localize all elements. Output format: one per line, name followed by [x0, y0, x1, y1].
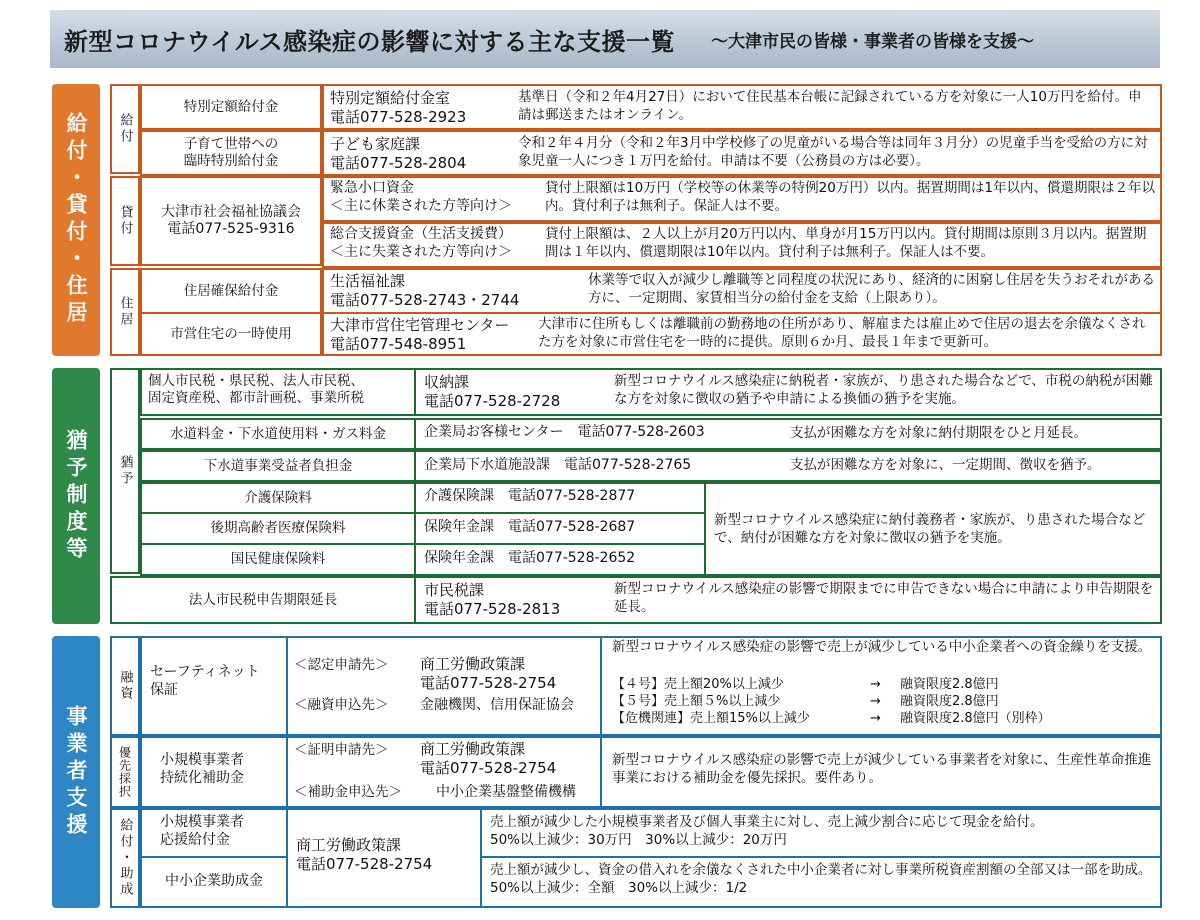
- josei-name: 中小企業助成金: [165, 873, 263, 890]
- sub-yushi: 融資: [112, 638, 138, 734]
- oen-desc: 売上額が減少した小規模事業者及び個人事業主に対し、売上減少割合に応じて現金を給付。 50%以上減少：30万円 30%以上減少：20万円: [490, 814, 1044, 848]
- safety-item-1-val: 融資限度2.8億円: [900, 677, 999, 692]
- page-title: 新型コロナウイルス感染症の影響に対する主な支援一覧: [64, 27, 676, 56]
- yuyo-shared-desc: 新型コロナウイルス感染症に納付義務者・家族が、り患された場合などで、納付が困難な方を対象に徴収の猶予を実施。: [714, 512, 1146, 546]
- yuyo-contact-3: 企業局下水道施設課 電話077-528-2765: [424, 457, 692, 473]
- section-tab-kyufu: 給付・貸付・住居: [52, 84, 100, 356]
- yuyo-group-divider-2: [704, 482, 706, 576]
- kyufu-name-2: 子育て世帯への 臨時特別給付金: [183, 136, 279, 169]
- kyufu-name-1: 特別定額給付金: [183, 98, 279, 115]
- kyufu-contact-3: 緊急小口資金 ＜主に休業された方等向け＞: [330, 180, 512, 214]
- sub-jukyo: 住居: [112, 270, 138, 354]
- safety-net-name: セーフティネット 保証: [150, 664, 260, 698]
- yuyo-name-2: 水道料金・下水道使用料・ガス料金: [170, 425, 386, 442]
- kyufu-contact-6: 大津市営住宅管理センター 電話077-548-8951: [330, 316, 510, 353]
- yuyo-row-1-divider: [414, 368, 416, 416]
- yuyo-contact-4: 介護保険課 電話077-528-2877: [424, 488, 636, 504]
- sub-yusen: 優先採択: [112, 738, 138, 806]
- safety-desc: 新型コロナウイルス感染症の影響で売上が減少している中小企業者への資金繰りを支援。: [612, 639, 1152, 655]
- jizoku-divider-2: [600, 736, 602, 808]
- yuyo-desc-1: 新型コロナウイルス感染症に納税者・家族が、り患された場合などで、市税の納税が困難な方を対象に徴収の猶予や申請による換価の猶予を実施。: [614, 373, 1153, 407]
- oen-name: 小規模事業者 応援給付金: [160, 814, 244, 848]
- safety-label-1: ＜認定申請先＞: [294, 657, 389, 673]
- yuyo-contact-7: 市民税課 電話077-528-2813: [424, 581, 561, 618]
- title-bar: [50, 10, 1160, 68]
- safety-label-2: ＜融資申込先＞: [294, 697, 389, 713]
- safety-item-3-arrow: →: [870, 711, 881, 726]
- kyufu-desc-4: 貸付上限額は、２人以上が月20万円以内、単身が月15万円以内。貸付期間は原則３月以内。据置期間は１年以内、償還期限は10年以内。貸付利子は無利子。保証人は不要。: [545, 226, 1147, 260]
- safety-contact-1: 商工労働政策課 電話077-528-2754: [420, 655, 557, 692]
- kyufu-josei-contact: 商工労働政策課 電話077-528-2754: [296, 836, 433, 873]
- safety-contact-2: 金融機関、信用保証協会: [420, 697, 574, 713]
- jizoku-name: 小規模事業者 持続化補助金: [160, 752, 244, 786]
- jizoku-contact-2: 中小企業基盤整備機構: [436, 784, 576, 800]
- safety-item-1-key: 【４号】売上額20%以上減少: [612, 677, 784, 692]
- sub-kyufu: 給付: [112, 86, 138, 172]
- safety-item-3-val: 融資限度2.8億円（別枠）: [900, 711, 1051, 726]
- sub-kashitsuke: 貸付: [112, 178, 138, 264]
- kyufu-josei-divider-2: [480, 808, 482, 908]
- safety-item-3-key: 【危機関連】売上額15%以上減少: [612, 711, 810, 726]
- yuyo-contact-6: 保険年金課 電話077-528-2652: [424, 550, 636, 566]
- safety-item-2-val: 融資限度2.8億円: [900, 694, 999, 709]
- safety-item-2-arrow: →: [870, 694, 881, 709]
- yuyo-name-5: 後期高齢者医療保険料: [210, 520, 346, 537]
- kyufu-josei-hline-right: [480, 856, 1162, 858]
- yuyo-name-3: 下水道事業受益者負担金: [203, 457, 353, 474]
- sub-kyufu-josei: 給付・助成: [112, 810, 138, 906]
- yuyo-row-2-divider: [414, 418, 416, 450]
- yuyo-desc-3: 支払が困難な方を対象に、一定期間、徴収を猶予。: [790, 457, 1101, 473]
- josei-desc: 売上額が減少し、資金の借入れを余儀なくされた中小企業者に対し事業所税資産割額の全部又は一部を助成。50%以上減少：全額 30%以上減少：1/2: [490, 862, 1152, 896]
- kyufu-desc-3: 貸付上限額は10万円（学校等の休業等の特例20万円）以内。据置期間は1年以内、償還期限は２年以内。貸付利子は無利子。保証人は不要。: [545, 180, 1155, 214]
- kyufu-contact-4: 総合支援資金（生活支援費） ＜主に失業された方等向け＞: [330, 226, 512, 260]
- kyufu-name-6: 市営住宅の一時使用: [170, 325, 292, 342]
- section-tab-jigyo: 事業者支援: [52, 636, 100, 908]
- kyufu-josei-divider-1: [286, 808, 288, 908]
- yuyo-row-7-divider: [414, 576, 416, 624]
- safety-divider-2: [600, 636, 602, 736]
- kyufu-contact-5: 生活福祉課 電話077-528-2743・2744: [330, 272, 520, 309]
- sub-yuyo: 猶予: [112, 370, 138, 572]
- yuyo-name-7: 法人市民税申告期限延長: [188, 591, 338, 608]
- kyufu-desc-1: 基準日（令和２年4月27日）において住民基本台帳に記録されている方を対象に一人10万円を給付。申請は郵送またはオンライン。: [518, 89, 1142, 123]
- kyufu-name-3: 大津市社会福祉協議会 電話077-525-9316: [161, 203, 301, 237]
- kyufu-desc-6: 大津市に住所もしくは離職前の勤務地の住所があり、解雇または雇止めで住居の退去を余儀なくされた方を対象に市営住宅を一時的に提供。原則６か月、最長１年まで更新可。: [538, 316, 1146, 350]
- section-tab-yuyo: 猶予制度等: [52, 368, 100, 624]
- yuyo-name-4: 介護保険料: [244, 489, 312, 506]
- yuyo-name-6: 国民健康保険料: [230, 551, 326, 568]
- safety-divider-1: [286, 636, 288, 736]
- kyufu-desc-2: 令和２年４月分（令和２年3月中学校修了の児童がいる場合等は同年３月分）の児童手当を受給の方に対象児童一人につき１万円を給付。申請は不要（公務員の方は必要）。: [518, 135, 1148, 169]
- jizoku-divider-1: [286, 736, 288, 808]
- yuyo-name-1: 個人市民税・県民税、法人市民税、 固定資産税、都市計画税、事業所税: [148, 373, 364, 406]
- kyufu-contact-1: 特別定額給付金室 電話077-528-2923: [330, 89, 467, 126]
- yuyo-contact-2: 企業局お客様センター 電話077-528-2603: [424, 424, 705, 440]
- safety-item-1-arrow: →: [870, 677, 881, 692]
- kyufu-name-5: 住居確保給付金: [183, 282, 279, 299]
- yuyo-desc-2: 支払が困難な方を対象に納付期限をひと月延長。: [790, 425, 1087, 441]
- jizoku-label-2: ＜補助金申込先＞: [294, 784, 402, 800]
- jizoku-label-1: ＜証明申請先＞: [294, 742, 389, 758]
- yuyo-contact-1: 収納課 電話077-528-2728: [424, 373, 561, 410]
- safety-item-2-key: 【５号】売上額５%以上減少: [612, 694, 781, 709]
- kyufu-contact-2: 子ども家庭課 電話077-528-2804: [330, 135, 467, 172]
- jizoku-contact-1: 商工労働政策課 電話077-528-2754: [420, 740, 557, 777]
- yuyo-desc-7: 新型コロナウイルス感染症の影響で期限までに申告できない場合に申請により申告期限を延長。: [614, 581, 1154, 615]
- page-subtitle: ～大津市民の皆様・事業者の皆様を支援～: [711, 31, 1035, 52]
- yuyo-row-3-divider: [414, 450, 416, 482]
- kyufu-desc-5: 休業等で収入が減少し離職等と同程度の状況にあり、経済的に困窮し住居を失うおそれがある方に、一定期間、家賃相当分の給付金を支給（上限あり）。: [588, 272, 1155, 306]
- yuyo-contact-5: 保険年金課 電話077-528-2687: [424, 519, 636, 535]
- jizoku-desc: 新型コロナウイルス感染症の影響で売上が減少している事業者を対象に、生産性革命推進事業における補助金を優先採択。要件あり。: [612, 752, 1152, 786]
- yuyo-group-divider-1: [414, 482, 416, 576]
